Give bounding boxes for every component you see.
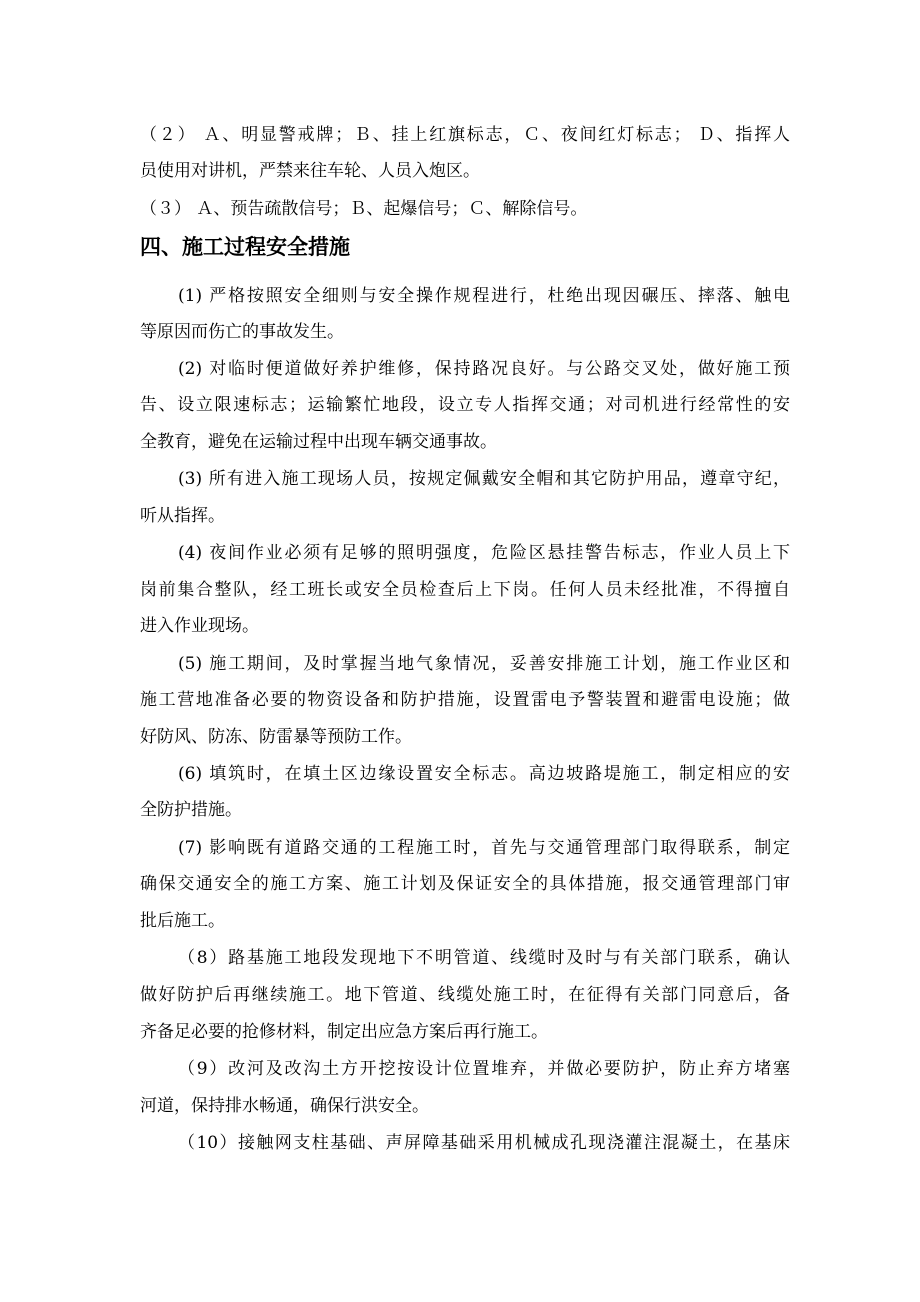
text-line: （10）接触网支柱基础、声屏障基础采用机械成孔现浇灌注混凝土，在基床 — [178, 1133, 790, 1153]
text-line: 告、设立限速标志；运输繁忙地段，设立专人指挥交通；对司机进行经常性的安 — [140, 395, 790, 415]
text-line: 齐备足必要的抢修材料，制定出应急方案后再行施工。 — [140, 1022, 548, 1042]
text-line: 做好防护后再继续施工。地下管道、线缆处施工时，在征得有关部门同意后，备 — [140, 985, 790, 1005]
text-line: (1) 严格按照安全细则与安全操作规程进行，杜绝出现因碾压、摔落、触电 — [178, 286, 790, 306]
text-line: (4) 夜间作业必须有足够的照明强度，危险区悬挂警告标志，作业人员上下 — [178, 543, 790, 563]
text-line: 河道，保持排水畅通，确保行洪安全。 — [140, 1096, 429, 1116]
text-line: 全防护措施。 — [140, 800, 242, 820]
text-line: （３） Ａ、预告疏散信号；Ｂ、起爆信号；Ｃ、解除信号。 — [140, 199, 588, 219]
text-line: (6) 填筑时，在填土区边缘设置安全标志。高边坡路堤施工，制定相应的安 — [178, 764, 790, 784]
text-line: 批后施工。 — [140, 911, 225, 931]
text-line: (2) 对临时便道做好养护维修，保持路况良好。与公路交叉处，做好施工预 — [178, 359, 790, 379]
text-line: (7) 影响既有道路交通的工程施工时，首先与交通管理部门取得联系，制定 — [178, 838, 790, 858]
text-line: （9）改河及改沟土方开挖按设计位置堆弃，并做必要防护，防止弃方堵塞 — [178, 1059, 790, 1079]
section-heading: 四、施工过程安全措施 — [140, 235, 350, 259]
text-line: 施工营地准备必要的物资设备和防护措施，设置雷电予警装置和避雷电设施；做 — [140, 690, 790, 710]
text-line: 确保交通安全的施工方案、施工计划及保证安全的具体措施，报交通管理部门审 — [140, 874, 790, 894]
text-line: (3) 所有进入施工现场人员，按规定佩戴安全帽和其它防护用品，遵章守纪， — [178, 469, 790, 489]
text-line: 岗前集合整队，经工班长或安全员检查后上下岗。任何人员未经批准，不得擅自 — [140, 580, 790, 600]
text-line: (5) 施工期间，及时掌握当地气象情况，妥善安排施工计划，施工作业区和 — [178, 654, 790, 674]
text-line: 好防风、防冻、防雷暴等预防工作。 — [140, 727, 412, 747]
text-line: 等原因而伤亡的事故发生。 — [140, 322, 344, 342]
text-line: （8）路基施工地段发现地下不明管道、线缆时及时与有关部门联系，确认 — [178, 948, 790, 968]
text-line: 进入作业现场。 — [140, 616, 259, 636]
text-line: 全教育，避免在运输过程中出现车辆交通事故。 — [140, 432, 497, 452]
text-line: （２） Ａ、明显警戒牌；Ｂ、挂上红旗标志，Ｃ、夜间红灯标志； Ｄ、指挥人 — [140, 125, 790, 145]
text-line: 员使用对讲机，严禁来往车轮、人员入炮区。 — [140, 161, 480, 181]
text-line: 听从指挥。 — [140, 506, 225, 526]
